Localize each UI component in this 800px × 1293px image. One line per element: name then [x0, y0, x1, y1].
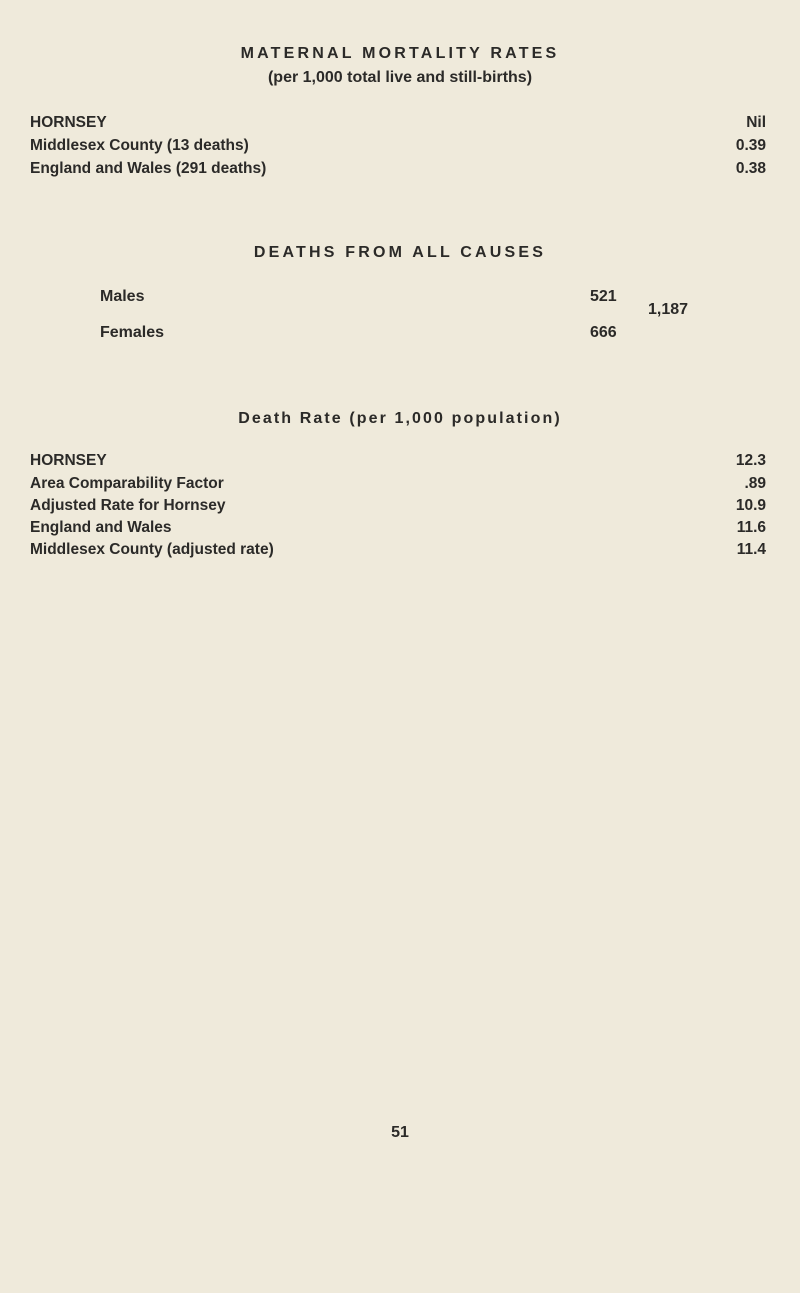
- death-rate-title: Death Rate (per 1,000 population): [238, 410, 562, 427]
- deaths-all-causes-title: DEATHS FROM ALL CAUSES: [253, 244, 547, 261]
- page-number: 51: [391, 1124, 409, 1141]
- maternal-row-label: Middlesex County (13 deaths): [30, 137, 249, 154]
- maternal-row-label: HORNSEY: [30, 114, 107, 131]
- death-rate-row-value: .89: [744, 475, 766, 492]
- death-rate-row-label: Adjusted Rate for Hornsey: [30, 497, 226, 514]
- females-value: 666: [590, 324, 617, 341]
- death-rate-row-value: 11.4: [736, 541, 766, 558]
- death-rate-row: [30, 497, 766, 519]
- maternal-row-label: England and Wales (291 deaths): [30, 160, 267, 177]
- death-rate-row-value: 12.3: [735, 452, 766, 469]
- males-value: 521: [590, 288, 617, 305]
- maternal-row: [30, 137, 766, 159]
- death-rate-row: [30, 541, 766, 563]
- death-rate-row-value: 11.6: [736, 519, 766, 536]
- death-rate-row-value: 10.9: [735, 497, 766, 514]
- death-rate-row: [30, 519, 766, 541]
- maternal-mortality-subtitle: (per 1,000 total live and still-births): [267, 69, 533, 86]
- death-rate-row: [30, 475, 766, 497]
- death-rate-row-label: Middlesex County (adjusted rate): [30, 541, 274, 558]
- maternal-row-value: 0.38: [735, 160, 766, 177]
- death-rate-row-label: HORNSEY: [30, 452, 107, 469]
- death-rate-row: [30, 452, 766, 474]
- death-rate-row-label: Area Comparability Factor: [30, 475, 224, 492]
- females-label: Females: [100, 324, 165, 341]
- maternal-mortality-title: MATERNAL MORTALITY RATES: [240, 45, 560, 62]
- death-rate-row-label: England and Wales: [30, 519, 172, 536]
- maternal-row: [30, 160, 766, 182]
- males-label: Males: [100, 288, 145, 305]
- maternal-row-value: Nil: [746, 114, 766, 131]
- maternal-row: [30, 114, 766, 136]
- maternal-row-value: 0.39: [735, 137, 766, 154]
- deaths-total: 1,187: [648, 301, 689, 318]
